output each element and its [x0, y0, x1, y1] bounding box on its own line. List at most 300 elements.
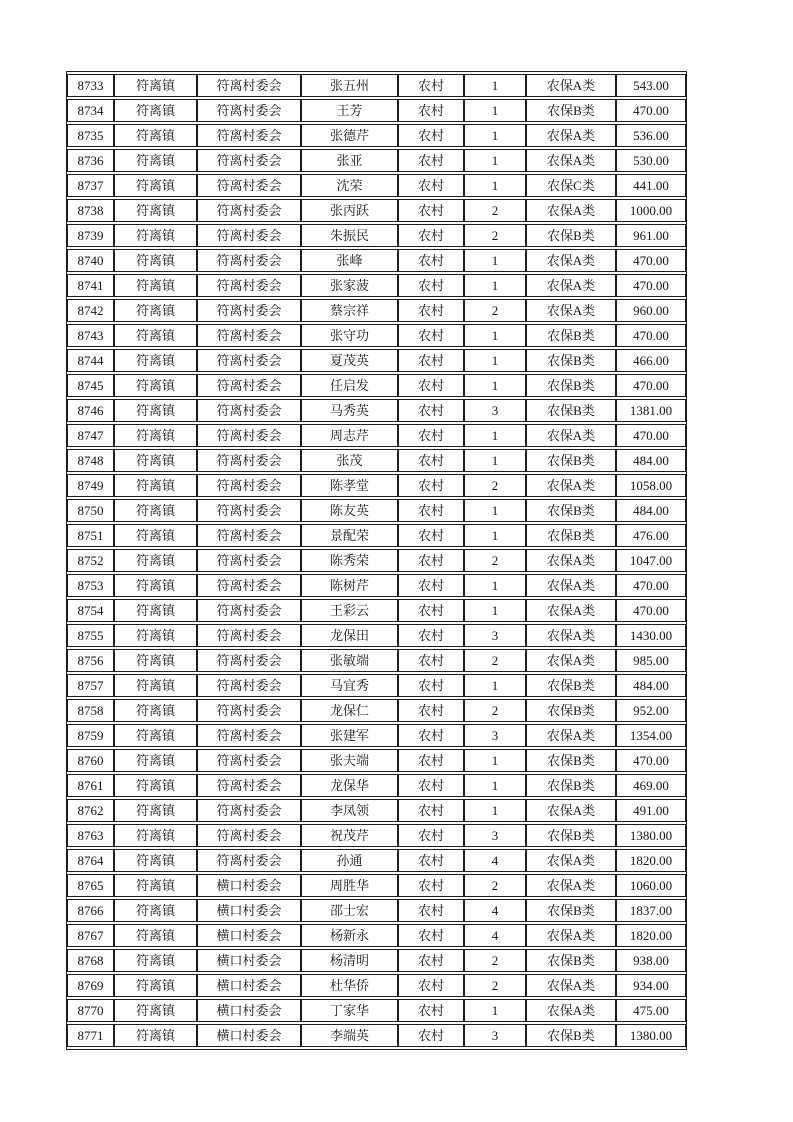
cell-town: 符离镇 — [114, 249, 197, 272]
cell-village-committee: 横口村委会 — [197, 924, 301, 947]
cell-residence-type: 农村 — [398, 774, 464, 797]
cell-insurance-category: 农保A类 — [526, 574, 616, 597]
cell-amount: 470.00 — [616, 424, 686, 447]
cell-record-number: 8767 — [67, 924, 114, 947]
cell-residence-type: 农村 — [398, 124, 464, 147]
cell-residence-type: 农村 — [398, 499, 464, 522]
cell-residence-type: 农村 — [398, 349, 464, 372]
cell-amount: 934.00 — [616, 974, 686, 997]
cell-town: 符离镇 — [114, 849, 197, 872]
cell-person-name: 朱振民 — [301, 224, 398, 247]
cell-village-committee: 符离村委会 — [197, 74, 301, 97]
cell-person-count: 1 — [464, 599, 526, 622]
cell-village-committee: 符离村委会 — [197, 349, 301, 372]
cell-record-number: 8769 — [67, 974, 114, 997]
table-row — [67, 849, 686, 872]
cell-village-committee: 符离村委会 — [197, 599, 301, 622]
cell-insurance-category: 农保B类 — [526, 374, 616, 397]
cell-village-committee: 符离村委会 — [197, 474, 301, 497]
cell-insurance-category: 农保A类 — [526, 849, 616, 872]
cell-insurance-category: 农保B类 — [526, 524, 616, 547]
cell-person-count: 1 — [464, 674, 526, 697]
cell-insurance-category: 农保B类 — [526, 324, 616, 347]
cell-town: 符离镇 — [114, 824, 197, 847]
cell-person-name: 龙保田 — [301, 624, 398, 647]
cell-residence-type: 农村 — [398, 824, 464, 847]
table-row — [67, 524, 686, 547]
table-row — [67, 149, 686, 172]
cell-residence-type: 农村 — [398, 199, 464, 222]
cell-amount: 491.00 — [616, 799, 686, 822]
cell-record-number: 8733 — [67, 74, 114, 97]
cell-person-name: 马宜秀 — [301, 674, 398, 697]
cell-insurance-category: 农保B类 — [526, 824, 616, 847]
cell-town: 符离镇 — [114, 924, 197, 947]
cell-record-number: 8749 — [67, 474, 114, 497]
cell-insurance-category: 农保B类 — [526, 449, 616, 472]
cell-village-committee: 横口村委会 — [197, 899, 301, 922]
cell-person-name: 邵士宏 — [301, 899, 398, 922]
cell-record-number: 8761 — [67, 774, 114, 797]
cell-person-count: 1 — [464, 324, 526, 347]
cell-village-committee: 符离村委会 — [197, 374, 301, 397]
cell-residence-type: 农村 — [398, 849, 464, 872]
cell-insurance-category: 农保B类 — [526, 699, 616, 722]
table-row — [67, 824, 686, 847]
cell-record-number: 8737 — [67, 174, 114, 197]
cell-town: 符离镇 — [114, 399, 197, 422]
cell-record-number: 8752 — [67, 549, 114, 572]
cell-person-count: 1 — [464, 449, 526, 472]
cell-town: 符离镇 — [114, 349, 197, 372]
cell-residence-type: 农村 — [398, 174, 464, 197]
cell-residence-type: 农村 — [398, 674, 464, 697]
cell-amount: 543.00 — [616, 74, 686, 97]
cell-village-committee: 符离村委会 — [197, 549, 301, 572]
cell-residence-type: 农村 — [398, 549, 464, 572]
cell-village-committee: 符离村委会 — [197, 774, 301, 797]
table-row — [67, 949, 686, 972]
table-row — [67, 199, 686, 222]
cell-amount: 1354.00 — [616, 724, 686, 747]
cell-residence-type: 农村 — [398, 749, 464, 772]
cell-record-number: 8738 — [67, 199, 114, 222]
cell-insurance-category: 农保B类 — [526, 349, 616, 372]
cell-village-committee: 符离村委会 — [197, 449, 301, 472]
cell-insurance-category: 农保A类 — [526, 799, 616, 822]
cell-insurance-category: 农保A类 — [526, 124, 616, 147]
cell-town: 符离镇 — [114, 899, 197, 922]
cell-town: 符离镇 — [114, 549, 197, 572]
cell-person-count: 2 — [464, 299, 526, 322]
cell-amount: 1060.00 — [616, 874, 686, 897]
cell-town: 符离镇 — [114, 474, 197, 497]
cell-record-number: 8743 — [67, 324, 114, 347]
cell-residence-type: 农村 — [398, 474, 464, 497]
cell-record-number: 8753 — [67, 574, 114, 597]
cell-village-committee: 符离村委会 — [197, 574, 301, 597]
cell-village-committee: 符离村委会 — [197, 174, 301, 197]
table-row — [67, 549, 686, 572]
cell-residence-type: 农村 — [398, 74, 464, 97]
table-row — [67, 574, 686, 597]
cell-residence-type: 农村 — [398, 649, 464, 672]
cell-person-name: 张守功 — [301, 324, 398, 347]
cell-village-committee: 符离村委会 — [197, 524, 301, 547]
cell-person-name: 李凤领 — [301, 799, 398, 822]
cell-record-number: 8740 — [67, 249, 114, 272]
cell-person-count: 3 — [464, 624, 526, 647]
cell-town: 符离镇 — [114, 224, 197, 247]
cell-person-count: 3 — [464, 399, 526, 422]
cell-insurance-category: 农保B类 — [526, 1024, 616, 1047]
cell-person-count: 1 — [464, 799, 526, 822]
table-row — [67, 774, 686, 797]
cell-amount: 470.00 — [616, 274, 686, 297]
cell-person-name: 陈友英 — [301, 499, 398, 522]
cell-insurance-category: 农保B类 — [526, 674, 616, 697]
cell-amount: 470.00 — [616, 374, 686, 397]
cell-amount: 536.00 — [616, 124, 686, 147]
table-row — [67, 374, 686, 397]
table-row — [67, 1024, 686, 1047]
cell-person-name: 张亚 — [301, 149, 398, 172]
cell-residence-type: 农村 — [398, 574, 464, 597]
cell-village-committee: 符离村委会 — [197, 324, 301, 347]
cell-town: 符离镇 — [114, 499, 197, 522]
cell-residence-type: 农村 — [398, 524, 464, 547]
cell-town: 符离镇 — [114, 974, 197, 997]
cell-record-number: 8746 — [67, 399, 114, 422]
cell-residence-type: 农村 — [398, 624, 464, 647]
table-row — [67, 724, 686, 747]
cell-person-count: 1 — [464, 149, 526, 172]
cell-village-committee: 符离村委会 — [197, 699, 301, 722]
cell-amount: 961.00 — [616, 224, 686, 247]
cell-village-committee: 符离村委会 — [197, 674, 301, 697]
cell-residence-type: 农村 — [398, 299, 464, 322]
cell-insurance-category: 农保A类 — [526, 724, 616, 747]
cell-person-name: 张德芹 — [301, 124, 398, 147]
table-row — [67, 349, 686, 372]
cell-insurance-category: 农保A类 — [526, 474, 616, 497]
cell-town: 符离镇 — [114, 424, 197, 447]
cell-residence-type: 农村 — [398, 249, 464, 272]
benefits-table — [66, 71, 687, 1050]
cell-person-name: 马秀英 — [301, 399, 398, 422]
cell-village-committee: 符离村委会 — [197, 424, 301, 447]
cell-amount: 470.00 — [616, 99, 686, 122]
cell-insurance-category: 农保A类 — [526, 924, 616, 947]
cell-village-committee: 符离村委会 — [197, 649, 301, 672]
cell-person-count: 1 — [464, 374, 526, 397]
table-row — [67, 624, 686, 647]
cell-person-name: 王彩云 — [301, 599, 398, 622]
cell-person-name: 任启发 — [301, 374, 398, 397]
cell-record-number: 8741 — [67, 274, 114, 297]
cell-person-name: 张丙跃 — [301, 199, 398, 222]
cell-residence-type: 农村 — [398, 924, 464, 947]
cell-residence-type: 农村 — [398, 149, 464, 172]
cell-amount: 441.00 — [616, 174, 686, 197]
table-row — [67, 399, 686, 422]
cell-village-committee: 符离村委会 — [197, 99, 301, 122]
cell-record-number: 8756 — [67, 649, 114, 672]
table-row — [67, 324, 686, 347]
cell-record-number: 8757 — [67, 674, 114, 697]
cell-person-count: 4 — [464, 849, 526, 872]
cell-residence-type: 农村 — [398, 99, 464, 122]
cell-residence-type: 农村 — [398, 374, 464, 397]
cell-village-committee: 符离村委会 — [197, 499, 301, 522]
cell-town: 符离镇 — [114, 749, 197, 772]
cell-town: 符离镇 — [114, 274, 197, 297]
cell-record-number: 8754 — [67, 599, 114, 622]
cell-village-committee: 符离村委会 — [197, 299, 301, 322]
cell-village-committee: 符离村委会 — [197, 849, 301, 872]
cell-amount: 1380.00 — [616, 1024, 686, 1047]
cell-town: 符离镇 — [114, 74, 197, 97]
cell-town: 符离镇 — [114, 674, 197, 697]
cell-person-count: 3 — [464, 824, 526, 847]
cell-record-number: 8760 — [67, 749, 114, 772]
cell-insurance-category: 农保A类 — [526, 424, 616, 447]
table-row — [67, 649, 686, 672]
cell-person-name: 景配荣 — [301, 524, 398, 547]
cell-amount: 470.00 — [616, 324, 686, 347]
table-row — [67, 474, 686, 497]
cell-person-count: 1 — [464, 124, 526, 147]
cell-person-name: 龙保华 — [301, 774, 398, 797]
cell-town: 符离镇 — [114, 624, 197, 647]
cell-village-committee: 符离村委会 — [197, 799, 301, 822]
cell-amount: 470.00 — [616, 599, 686, 622]
cell-residence-type: 农村 — [398, 949, 464, 972]
cell-person-name: 张建军 — [301, 724, 398, 747]
cell-person-name: 夏茂英 — [301, 349, 398, 372]
cell-town: 符离镇 — [114, 374, 197, 397]
cell-insurance-category: 农保A类 — [526, 274, 616, 297]
cell-insurance-category: 农保B类 — [526, 774, 616, 797]
cell-insurance-category: 农保A类 — [526, 549, 616, 572]
cell-town: 符离镇 — [114, 299, 197, 322]
cell-insurance-category: 农保A类 — [526, 249, 616, 272]
cell-town: 符离镇 — [114, 124, 197, 147]
cell-person-count: 1 — [464, 774, 526, 797]
table-row — [67, 424, 686, 447]
cell-person-count: 2 — [464, 649, 526, 672]
table-row — [67, 99, 686, 122]
cell-person-name: 周胜华 — [301, 874, 398, 897]
cell-amount: 1047.00 — [616, 549, 686, 572]
cell-insurance-category: 农保A类 — [526, 599, 616, 622]
cell-residence-type: 农村 — [398, 224, 464, 247]
cell-amount: 1058.00 — [616, 474, 686, 497]
table-row — [67, 874, 686, 897]
cell-record-number: 8762 — [67, 799, 114, 822]
cell-person-name: 龙保仁 — [301, 699, 398, 722]
cell-amount: 476.00 — [616, 524, 686, 547]
cell-amount: 469.00 — [616, 774, 686, 797]
cell-person-name: 杜华侨 — [301, 974, 398, 997]
cell-insurance-category: 农保B类 — [526, 499, 616, 522]
cell-record-number: 8751 — [67, 524, 114, 547]
table-row — [67, 974, 686, 997]
cell-person-count: 1 — [464, 999, 526, 1022]
cell-person-count: 3 — [464, 724, 526, 747]
cell-village-committee: 符离村委会 — [197, 224, 301, 247]
cell-village-committee: 符离村委会 — [197, 124, 301, 147]
cell-town: 符离镇 — [114, 524, 197, 547]
cell-person-name: 张五州 — [301, 74, 398, 97]
cell-person-name: 张峰 — [301, 249, 398, 272]
cell-insurance-category: 农保B类 — [526, 899, 616, 922]
cell-village-committee: 符离村委会 — [197, 749, 301, 772]
cell-town: 符离镇 — [114, 699, 197, 722]
cell-amount: 1837.00 — [616, 899, 686, 922]
table-row — [67, 74, 686, 97]
cell-amount: 470.00 — [616, 749, 686, 772]
cell-town: 符离镇 — [114, 449, 197, 472]
cell-amount: 1820.00 — [616, 924, 686, 947]
cell-person-name: 张茂 — [301, 449, 398, 472]
cell-record-number: 8750 — [67, 499, 114, 522]
cell-record-number: 8758 — [67, 699, 114, 722]
cell-record-number: 8734 — [67, 99, 114, 122]
cell-town: 符离镇 — [114, 199, 197, 222]
cell-record-number: 8764 — [67, 849, 114, 872]
cell-record-number: 8745 — [67, 374, 114, 397]
cell-person-count: 1 — [464, 99, 526, 122]
table-row — [67, 749, 686, 772]
cell-amount: 530.00 — [616, 149, 686, 172]
cell-person-count: 2 — [464, 224, 526, 247]
cell-record-number: 8742 — [67, 299, 114, 322]
cell-person-count: 4 — [464, 899, 526, 922]
cell-person-count: 1 — [464, 749, 526, 772]
cell-town: 符离镇 — [114, 649, 197, 672]
cell-insurance-category: 农保A类 — [526, 649, 616, 672]
cell-record-number: 8736 — [67, 149, 114, 172]
cell-record-number: 8744 — [67, 349, 114, 372]
cell-person-count: 1 — [464, 249, 526, 272]
cell-town: 符离镇 — [114, 949, 197, 972]
table-row — [67, 449, 686, 472]
cell-residence-type: 农村 — [398, 399, 464, 422]
cell-record-number: 8748 — [67, 449, 114, 472]
cell-person-count: 2 — [464, 874, 526, 897]
cell-residence-type: 农村 — [398, 724, 464, 747]
cell-person-count: 2 — [464, 699, 526, 722]
cell-person-name: 杨清明 — [301, 949, 398, 972]
cell-person-count: 2 — [464, 949, 526, 972]
cell-town: 符离镇 — [114, 724, 197, 747]
cell-residence-type: 农村 — [398, 974, 464, 997]
cell-person-name: 王芳 — [301, 99, 398, 122]
cell-record-number: 8735 — [67, 124, 114, 147]
cell-amount: 1380.00 — [616, 824, 686, 847]
cell-town: 符离镇 — [114, 999, 197, 1022]
cell-record-number: 8763 — [67, 824, 114, 847]
cell-record-number: 8759 — [67, 724, 114, 747]
table-body — [67, 74, 686, 1047]
cell-record-number: 8768 — [67, 949, 114, 972]
cell-insurance-category: 农保B类 — [526, 949, 616, 972]
cell-insurance-category: 农保A类 — [526, 74, 616, 97]
cell-person-count: 1 — [464, 524, 526, 547]
table-row — [67, 174, 686, 197]
table-row — [67, 799, 686, 822]
table-row — [67, 699, 686, 722]
cell-insurance-category: 农保A类 — [526, 199, 616, 222]
cell-person-count: 2 — [464, 974, 526, 997]
table-row — [67, 599, 686, 622]
cell-village-committee: 符离村委会 — [197, 199, 301, 222]
cell-person-count: 1 — [464, 574, 526, 597]
cell-village-committee: 符离村委会 — [197, 724, 301, 747]
cell-person-count: 1 — [464, 174, 526, 197]
cell-residence-type: 农村 — [398, 899, 464, 922]
cell-insurance-category: 农保A类 — [526, 149, 616, 172]
table-row — [67, 999, 686, 1022]
cell-insurance-category: 农保A类 — [526, 624, 616, 647]
cell-person-count: 1 — [464, 499, 526, 522]
cell-person-name: 丁家华 — [301, 999, 398, 1022]
cell-amount: 938.00 — [616, 949, 686, 972]
cell-town: 符离镇 — [114, 149, 197, 172]
cell-village-committee: 横口村委会 — [197, 974, 301, 997]
cell-amount: 484.00 — [616, 449, 686, 472]
cell-insurance-category: 农保B类 — [526, 99, 616, 122]
cell-insurance-category: 农保A类 — [526, 299, 616, 322]
cell-person-count: 4 — [464, 924, 526, 947]
cell-village-committee: 横口村委会 — [197, 949, 301, 972]
cell-town: 符离镇 — [114, 1024, 197, 1047]
cell-village-committee: 横口村委会 — [197, 874, 301, 897]
cell-residence-type: 农村 — [398, 449, 464, 472]
cell-person-name: 蔡宗祥 — [301, 299, 398, 322]
cell-town: 符离镇 — [114, 874, 197, 897]
cell-residence-type: 农村 — [398, 274, 464, 297]
cell-residence-type: 农村 — [398, 874, 464, 897]
cell-amount: 1820.00 — [616, 849, 686, 872]
cell-record-number: 8739 — [67, 224, 114, 247]
table-row — [67, 224, 686, 247]
cell-amount: 470.00 — [616, 249, 686, 272]
cell-insurance-category: 农保A类 — [526, 999, 616, 1022]
cell-village-committee: 符离村委会 — [197, 274, 301, 297]
cell-insurance-category: 农保B类 — [526, 399, 616, 422]
cell-town: 符离镇 — [114, 599, 197, 622]
cell-village-committee: 符离村委会 — [197, 624, 301, 647]
cell-record-number: 8770 — [67, 999, 114, 1022]
cell-person-count: 1 — [464, 74, 526, 97]
cell-town: 符离镇 — [114, 574, 197, 597]
cell-person-name: 张夫端 — [301, 749, 398, 772]
cell-insurance-category: 农保A类 — [526, 874, 616, 897]
cell-insurance-category: 农保B类 — [526, 224, 616, 247]
cell-insurance-category: 农保C类 — [526, 174, 616, 197]
cell-amount: 985.00 — [616, 649, 686, 672]
cell-person-name: 孙通 — [301, 849, 398, 872]
cell-person-name: 杨新永 — [301, 924, 398, 947]
cell-village-committee: 横口村委会 — [197, 999, 301, 1022]
cell-person-count: 1 — [464, 349, 526, 372]
table-row — [67, 299, 686, 322]
table-row — [67, 924, 686, 947]
table-row — [67, 249, 686, 272]
cell-amount: 1000.00 — [616, 199, 686, 222]
